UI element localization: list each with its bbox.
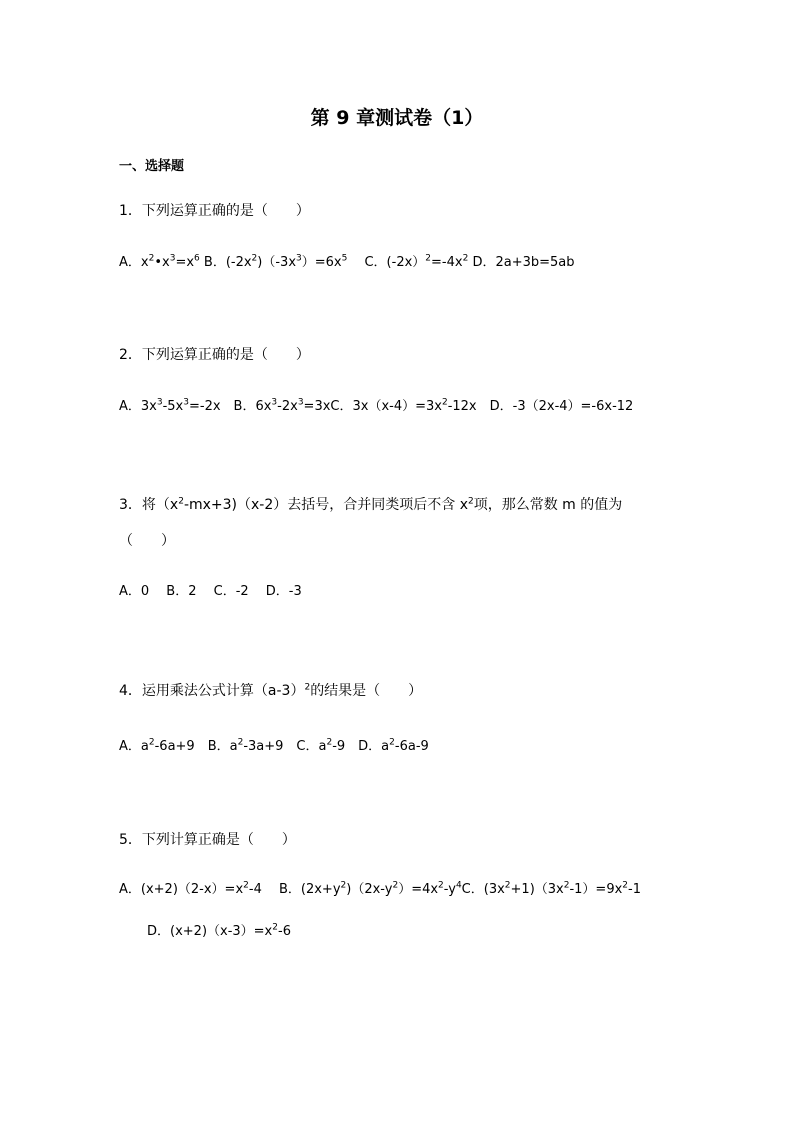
question-1-stem: 1．下列运算正确的是（ ）: [119, 203, 310, 219]
page-title: 第 9 章测试卷（1）: [310, 107, 484, 129]
question-3-options: A．0 B．2 C．-2 D．-3: [119, 584, 302, 599]
question-5-options-continued: D．$(x+2)(x-3)=x^2-6$: [147, 922, 291, 939]
section-heading: 一、选择题: [119, 159, 185, 174]
question-5-stem: 5．下列计算正确是（ ）: [119, 832, 296, 848]
question-2-stem: 2．下列运算正确的是（ ）: [119, 347, 310, 363]
question-5-options: A．$(x+2)(2-x)=x^2-4$ B．$(2x+y^2)(2x-y^2)=4x^2-y^4C$．$(3x^2+1)(3x^2-1)=9x^2-1$: [119, 880, 641, 897]
question-4-options: A．$a^2-6a+9$ B．$a^2-3a+9$ C．$a^2-9$ D．$a^2-6a-9$: [119, 737, 429, 754]
question-1-options: A．$x^2•x^3=x^6$ B．$(-2x^2)(-3x^3)=6x^5$ C．$(-2x)^2=-4x^2$ D．2a+3b=5ab: [119, 253, 575, 270]
question-4-stem: 4．运用乘法公式计算$(a-3)^2$的结果是（ ）: [119, 682, 423, 699]
question-2-options: A．$3x^3-5x^3=-2x$ B．$6x^3-2x^3=3xC$．$3x(x-4)=3x^2-12x$ D．-3（2x-4）=-6x-12: [119, 397, 634, 414]
question-3-stem: 3．将$(x^2-mx+3)(x-2)$去括号，合并同类项后不含 $x^2$项，那么常数 m 的值为: [119, 496, 623, 513]
question-3-stem-continued: （ ）: [119, 533, 175, 549]
